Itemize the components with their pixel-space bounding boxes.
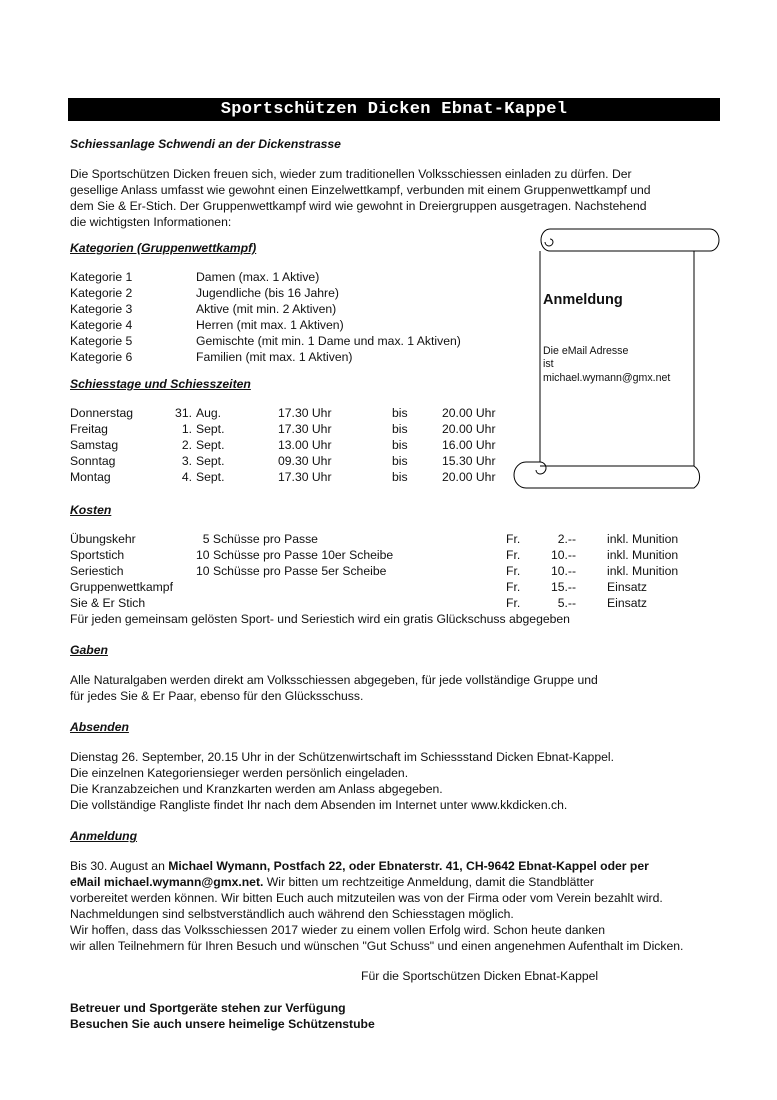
absenden-line: Die einzelnen Kategoriensieger werden persönlich eingeladen. <box>70 766 409 780</box>
anmeldung-line-text: Bis 30. August an <box>70 859 169 873</box>
schedule-end: 15.30 Uhr <box>442 454 496 468</box>
schedule-start: 17.30 Uhr <box>278 422 332 436</box>
gaben-line: Alle Naturalgaben werden direkt am Volksschiessen abgegeben, für jede vollständige Gruppe und <box>70 673 598 687</box>
schedule-bis: bis <box>392 422 408 436</box>
cost-desc: 10 Schüsse pro Passe 10er Scheibe <box>196 548 394 562</box>
schedule-end: 16.00 Uhr <box>442 438 496 452</box>
cost-note: inkl. Munition <box>607 532 679 546</box>
anmeldung-line <box>70 874 683 890</box>
category-desc: Herren (mit max. 1 Aktiven) <box>196 318 344 332</box>
categories-list <box>70 270 490 366</box>
category-name: Kategorie 2 <box>70 286 133 300</box>
scroll-box-email: michael.wymann@gmx.net <box>543 372 671 384</box>
scroll-box-line: ist <box>543 358 554 370</box>
category-name: Kategorie 5 <box>70 334 133 348</box>
page-title: Sportschützen Dicken Ebnat-Kappel <box>68 98 720 121</box>
categories-heading: Kategorien (Gruppenwettkampf) <box>70 241 257 255</box>
anmeldung-line: Wir hoffen, dass das Volksschiessen 2017 wieder zu einem vollen Erfolg wird. Schon heute danken <box>70 923 605 937</box>
schedule-heading: Schiesstage und Schiesszeiten <box>70 377 251 391</box>
anmeldung-email: eMail michael.wymann@gmx.net. <box>70 875 264 889</box>
cost-price: 10.-- <box>550 548 576 562</box>
absenden-line: Die vollständige Rangliste findet Ihr nach dem Absenden im Internet unter www.kkdicken.ch. <box>70 798 568 812</box>
venue-heading: Schiessanlage Schwendi an der Dickenstrasse <box>70 137 341 151</box>
anmeldung-line: Nachmeldungen sind selbstverständlich auch während den Schiesstagen möglich. <box>70 907 514 921</box>
schedule-bis: bis <box>392 470 408 484</box>
schedule-date: 3. <box>181 454 192 468</box>
intro-line: gesellige Anlass umfasst wie gewohnt einen Einzelwettkampf, verbunden mit einem Gruppenwettkampf und <box>70 183 651 197</box>
gaben-paragraph <box>70 672 598 704</box>
cost-currency: Fr. <box>506 596 521 610</box>
gaben-line: für jedes Sie & Er Paar, ebenso für den Glücksschuss. <box>70 689 364 703</box>
absenden-line: Dienstag 26. September, 20.15 Uhr in der Schützenwirtschaft im Schiessstand Dicken Ebnat-Kappel. <box>70 750 614 764</box>
anmeldung-line-text: Wir bitten um rechtzeitige Anmeldung, damit die Standblätter <box>263 875 594 889</box>
cost-note: Einsatz <box>607 580 647 594</box>
costs-heading: Kosten <box>70 503 112 517</box>
schedule-start: 17.30 Uhr <box>278 406 332 420</box>
anmeldung-address: Michael Wymann, Postfach 22, oder Ebnaterstr. 41, CH-9642 Ebnat-Kappel oder per <box>168 859 649 873</box>
schedule-start: 09.30 Uhr <box>278 454 332 468</box>
schedule-day: Freitag <box>70 422 108 436</box>
anmeldung-line: vorbereitet werden können. Wir bitten Euch auch mitzuteilen was von der Firma oder vom Verein bezahlt wird. <box>70 891 663 905</box>
category-name: Kategorie 3 <box>70 302 133 316</box>
schedule-month: Sept. <box>196 470 225 484</box>
cost-price: 2.-- <box>557 532 576 546</box>
cost-name: Übungskehr <box>70 532 136 546</box>
cost-note: inkl. Munition <box>607 548 679 562</box>
category-desc: Gemischte (mit min. 1 Dame und max. 1 Aktiven) <box>196 334 461 348</box>
cost-name: Sie & Er Stich <box>70 596 146 610</box>
costs-table <box>70 532 690 628</box>
schedule-bis: bis <box>392 454 408 468</box>
closing-line: Betreuer und Sportgeräte stehen zur Verfügung <box>70 1001 346 1015</box>
absenden-line: Die Kranzabzeichen und Kranzkarten werden am Anlass abgegeben. <box>70 782 443 796</box>
schedule-month: Aug. <box>196 406 222 420</box>
category-desc: Familien (mit max. 1 Aktiven) <box>196 350 353 364</box>
schedule-day: Montag <box>70 470 111 484</box>
cost-note: Einsatz <box>607 596 647 610</box>
intro-paragraph <box>70 166 651 230</box>
cost-name: Seriestich <box>70 564 124 578</box>
category-desc: Jugendliche (bis 16 Jahre) <box>196 286 339 300</box>
schedule-end: 20.00 Uhr <box>442 406 496 420</box>
cost-price: 5.-- <box>557 596 576 610</box>
cost-name: Gruppenwettkampf <box>70 580 173 594</box>
costs-footnote-text: Für jeden gemeinsam gelösten Sport- und Seriestich wird ein gratis Glückschuss abgegeben <box>70 612 570 626</box>
cost-currency: Fr. <box>506 548 521 562</box>
absenden-paragraph <box>70 749 614 813</box>
schedule-date: 4. <box>181 470 192 484</box>
anmeldung-line: wir allen Teilnehmern für Ihren Besuch und wünschen "Gut Schuss" und einen angenehmen Aufenthalt im Dicken. <box>70 939 684 953</box>
schedule-date: 1. <box>181 422 192 436</box>
cost-desc: 5 Schüsse pro Passe <box>196 532 318 546</box>
schedule-end: 20.00 Uhr <box>442 422 496 436</box>
schedule-month: Sept. <box>196 422 225 436</box>
registration-scroll-box <box>510 226 722 492</box>
cost-price: 15.-- <box>550 580 576 594</box>
cost-currency: Fr. <box>506 564 521 578</box>
cost-desc: 10 Schüsse pro Passe 5er Scheibe <box>196 564 387 578</box>
schedule-end: 20.00 Uhr <box>442 470 496 484</box>
schedule-bis: bis <box>392 406 408 420</box>
cost-note: inkl. Munition <box>607 564 679 578</box>
scroll-box-title: Anmeldung <box>543 292 623 308</box>
category-desc: Damen (max. 1 Aktive) <box>196 270 320 284</box>
cost-price: 10.-- <box>550 564 576 578</box>
schedule-month: Sept. <box>196 454 225 468</box>
schedule-bis: bis <box>392 438 408 452</box>
intro-line: Die Sportschützen Dicken freuen sich, wieder zum traditionellen Volksschiessen einladen zu dürfen. Der <box>70 167 632 181</box>
intro-line: dem Sie & Er-Stich. Der Gruppenwettkampf wird wie gewohnt in Dreiergruppen ausgetragen. Nachstehend <box>70 199 647 213</box>
anmeldung-paragraph <box>70 858 683 954</box>
schedule-date: 31. <box>175 406 192 420</box>
category-name: Kategorie 1 <box>70 270 133 284</box>
intro-line: die wichtigsten Informationen: <box>70 215 232 229</box>
gaben-heading: Gaben <box>70 643 108 657</box>
category-desc: Aktive (mit min. 2 Aktiven) <box>196 302 337 316</box>
cost-currency: Fr. <box>506 532 521 546</box>
closing-notes <box>70 1000 375 1032</box>
schedule-day: Samstag <box>70 438 119 452</box>
closing-line: Besuchen Sie auch unsere heimelige Schützenstube <box>70 1017 375 1031</box>
scroll-box-line: Die eMail Adresse <box>543 345 629 357</box>
cost-name: Sportstich <box>70 548 125 562</box>
schedule-start: 17.30 Uhr <box>278 470 332 484</box>
category-name: Kategorie 6 <box>70 350 133 364</box>
schedule-table <box>70 406 500 486</box>
schedule-month: Sept. <box>196 438 225 452</box>
signature-line: Für die Sportschützen Dicken Ebnat-Kappel <box>361 969 599 983</box>
anmeldung-line <box>70 858 683 874</box>
schedule-date: 2. <box>181 438 192 452</box>
schedule-start: 13.00 Uhr <box>278 438 332 452</box>
cost-currency: Fr. <box>506 580 521 594</box>
absenden-heading: Absenden <box>70 720 129 734</box>
anmeldung-heading: Anmeldung <box>70 829 138 843</box>
category-name: Kategorie 4 <box>70 318 133 332</box>
scroll-shape-icon <box>510 226 722 492</box>
schedule-day: Sonntag <box>70 454 116 468</box>
schedule-day: Donnerstag <box>70 406 134 420</box>
